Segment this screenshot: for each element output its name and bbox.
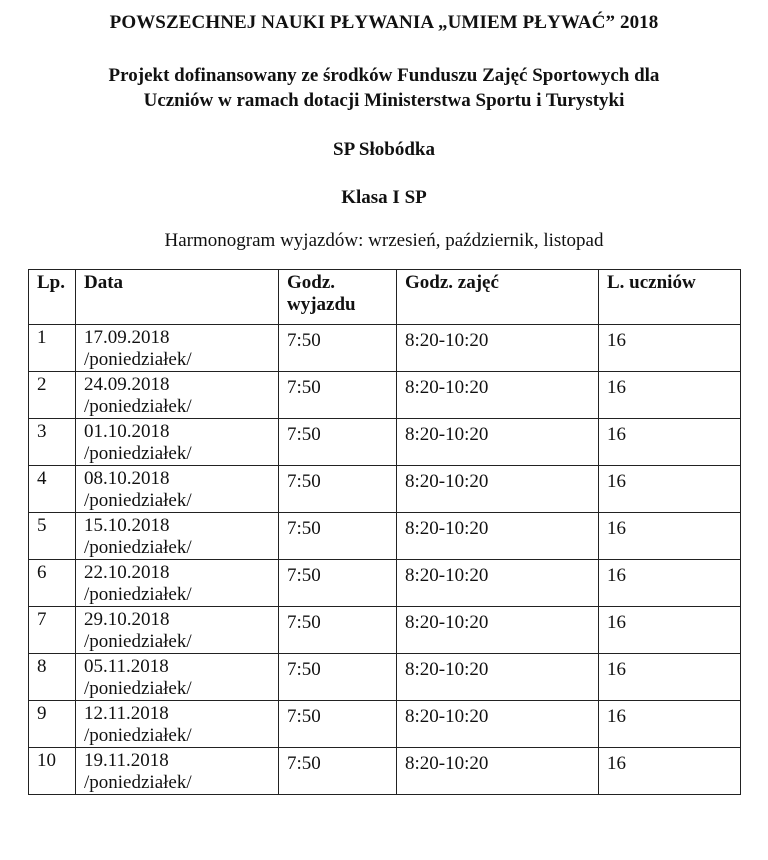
funding-note [0,63,768,113]
cell-classes [397,419,599,466]
table-row [29,419,741,466]
cell-students-text: 16 [607,377,626,398]
cell-departure [279,654,397,701]
cell-students-text: 16 [607,471,626,492]
cell-departure-text: 7:50 [287,377,321,398]
cell-students [599,654,741,701]
cell-students-text: 16 [607,518,626,539]
header-lp: Lp. [29,270,76,325]
cell-date-text: 19.11.2018 /poniedziałek/ [84,750,192,793]
cell-departure [279,419,397,466]
cell-lp-text: 8 [37,656,47,677]
cell-date-text: 08.10.2018 /poniedziałek/ [84,468,192,511]
cell-classes [397,560,599,607]
cell-date-text: 01.10.2018 /poniedziałek/ [84,421,192,464]
table-row [29,513,741,560]
cell-date [76,419,279,466]
cell-lp-text: 2 [37,374,47,395]
cell-lp-text: 1 [37,327,47,348]
cell-students [599,560,741,607]
cell-students-text: 16 [607,659,626,680]
cell-students-text: 16 [607,330,626,351]
cell-students-text: 16 [607,612,626,633]
cell-date-text: 29.10.2018 /poniedziałek/ [84,609,192,652]
cell-departure [279,372,397,419]
cell-date [76,748,279,795]
cell-classes-text: 8:20-10:20 [405,424,489,445]
cell-departure-text: 7:50 [287,659,321,680]
funding-note-line-1: Projekt dofinansowany ze środków Funduszu Zajęć Sportowych dla [108,65,660,86]
cell-departure-text: 7:50 [287,471,321,492]
cell-departure [279,607,397,654]
cell-classes [397,513,599,560]
cell-departure-text: 7:50 [287,612,321,633]
cell-classes-text: 8:20-10:20 [405,565,489,586]
cell-classes-text: 8:20-10:20 [405,659,489,680]
cell-departure-text: 7:50 [287,330,321,351]
cell-lp-text: 5 [37,515,47,536]
cell-classes-text: 8:20-10:20 [405,753,489,774]
table-row [29,325,741,372]
table-row [29,654,741,701]
cell-lp-text: 6 [37,562,47,583]
header-classes: Godz. zajęć [397,270,599,325]
schedule-table [28,269,741,795]
table-row [29,701,741,748]
cell-lp-text: 10 [37,750,56,771]
cell-classes-text: 8:20-10:20 [405,330,489,351]
table-row [29,466,741,513]
header-date: Data [76,270,279,325]
cell-lp [29,560,76,607]
cell-departure [279,513,397,560]
cell-classes-text: 8:20-10:20 [405,377,489,398]
table-row [29,560,741,607]
cell-classes [397,701,599,748]
cell-classes [397,748,599,795]
cell-students-text: 16 [607,424,626,445]
cell-departure [279,748,397,795]
cell-classes-text: 8:20-10:20 [405,706,489,727]
cell-students [599,419,741,466]
cell-date [76,466,279,513]
header-departure: Godz. wyjazdu [279,270,397,325]
header-students: L. uczniów [599,270,741,325]
cell-lp [29,701,76,748]
cell-date-text: 05.11.2018 /poniedziałek/ [84,656,192,699]
cell-students-text: 16 [607,753,626,774]
cell-students [599,607,741,654]
cell-lp [29,748,76,795]
schedule-subtitle: Harmonogram wyjazdów: wrzesień, październik, listopad [164,230,604,251]
cell-lp [29,654,76,701]
cell-date [76,607,279,654]
cell-date-text: 15.10.2018 /poniedziałek/ [84,515,192,558]
cell-date [76,372,279,419]
cell-classes-text: 8:20-10:20 [405,612,489,633]
cell-date-text: 17.09.2018 /poniedziałek/ [84,327,192,370]
cell-lp [29,325,76,372]
cell-classes [397,325,599,372]
cell-students [599,513,741,560]
cell-lp [29,419,76,466]
cell-lp [29,607,76,654]
cell-students [599,748,741,795]
cell-departure-text: 7:50 [287,518,321,539]
cell-students [599,466,741,513]
cell-date-text: 12.11.2018 /poniedziałek/ [84,703,192,746]
table-row [29,372,741,419]
table-row [29,748,741,795]
cell-lp [29,372,76,419]
cell-lp-text: 4 [37,468,47,489]
program-title: POWSZECHNEJ NAUKI PŁYWANIA „UMIEM PŁYWAĆ” 2018 [109,12,659,33]
cell-departure-text: 7:50 [287,424,321,445]
cell-lp-text: 7 [37,609,47,630]
schedule-body [29,325,741,795]
cell-classes [397,372,599,419]
cell-lp-text: 3 [37,421,47,442]
cell-departure [279,466,397,513]
table-header-row [29,270,741,325]
funding-note-line-2: Uczniów w ramach dotacji Ministerstwa Sportu i Turystyki [143,90,625,111]
cell-students-text: 16 [607,565,626,586]
cell-departure [279,701,397,748]
cell-classes [397,654,599,701]
cell-students [599,325,741,372]
cell-date [76,701,279,748]
cell-classes [397,466,599,513]
cell-date-text: 24.09.2018 /poniedziałek/ [84,374,192,417]
cell-departure [279,560,397,607]
cell-departure-text: 7:50 [287,565,321,586]
cell-classes-text: 8:20-10:20 [405,518,489,539]
cell-date [76,325,279,372]
cell-date [76,654,279,701]
cell-date [76,513,279,560]
cell-classes-text: 8:20-10:20 [405,471,489,492]
cell-lp [29,513,76,560]
table-row [29,607,741,654]
cell-lp-text: 9 [37,703,47,724]
cell-students [599,372,741,419]
school-name: SP Słobódka [333,139,435,160]
cell-departure [279,325,397,372]
cell-date [76,560,279,607]
cell-lp [29,466,76,513]
cell-classes [397,607,599,654]
cell-departure-text: 7:50 [287,753,321,774]
class-name: Klasa I SP [341,187,427,208]
cell-students-text: 16 [607,706,626,727]
cell-students [599,701,741,748]
cell-date-text: 22.10.2018 /poniedziałek/ [84,562,192,605]
cell-departure-text: 7:50 [287,706,321,727]
